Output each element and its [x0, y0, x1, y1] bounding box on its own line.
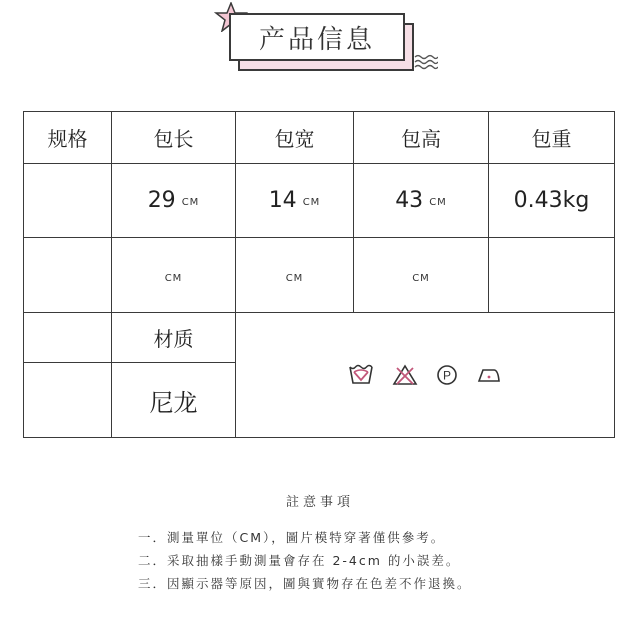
row1-width-cell — [236, 164, 354, 238]
material-label: 材质 — [112, 313, 236, 363]
table-row — [24, 164, 615, 238]
material-value: 尼龙 — [112, 363, 236, 438]
header-weight: 包重 — [489, 112, 615, 164]
notes-list — [138, 526, 472, 595]
hand-wash-icon — [348, 364, 374, 386]
row3-spec-cell — [24, 313, 112, 363]
note-item: 三．因顯示器等原因，圖與實物存在色差不作退換。 — [138, 576, 472, 591]
width-value: 14 — [268, 188, 297, 213]
row1-height-cell — [354, 164, 489, 238]
length-value: 29 — [147, 188, 176, 213]
row4-spec-cell — [24, 363, 112, 438]
row1-length-cell — [112, 164, 236, 238]
dry-clean-p-icon — [436, 364, 458, 386]
note-item: 一．測量單位（CM），圖片模特穿著僅供參考。 — [138, 530, 446, 545]
no-bleach-icon — [392, 364, 418, 386]
header-length: 包长 — [112, 112, 236, 164]
table-header-row — [24, 112, 615, 164]
row2-length-cell — [112, 238, 236, 313]
note-item: 二．采取抽樣手動測量會存在 2-4cm 的小誤差。 — [138, 553, 461, 568]
width-unit: CM — [302, 197, 321, 208]
waves-icon — [414, 53, 438, 71]
care-cell — [236, 313, 615, 438]
height-value: 43 — [395, 188, 424, 213]
table-row — [24, 313, 615, 363]
height-unit: CM — [429, 197, 447, 208]
row2-width-cell — [236, 238, 354, 313]
weight-value: 0.43kg — [513, 188, 590, 213]
row2-spec-cell — [24, 238, 112, 313]
length-unit: CM — [181, 197, 200, 208]
spec-table — [23, 111, 615, 438]
header-badge — [229, 13, 405, 61]
row2-weight-cell — [489, 238, 615, 313]
table-row — [24, 238, 615, 313]
header-width: 包宽 — [236, 112, 354, 164]
notes-title: 註意事項 — [285, 495, 354, 510]
header-spec: 规格 — [24, 112, 112, 164]
svg-text:P: P — [442, 368, 452, 383]
care-icons — [236, 364, 614, 386]
iron-low-icon — [476, 364, 502, 386]
row2-height-unit: CM — [412, 272, 430, 284]
row2-height-cell — [354, 238, 489, 313]
row1-weight-cell — [489, 164, 615, 238]
page-title: 产品信息 — [258, 24, 375, 55]
row2-length-unit: CM — [164, 272, 183, 284]
header-height: 包高 — [354, 112, 489, 164]
row1-spec-cell — [24, 164, 112, 238]
row2-width-unit: CM — [285, 272, 304, 284]
